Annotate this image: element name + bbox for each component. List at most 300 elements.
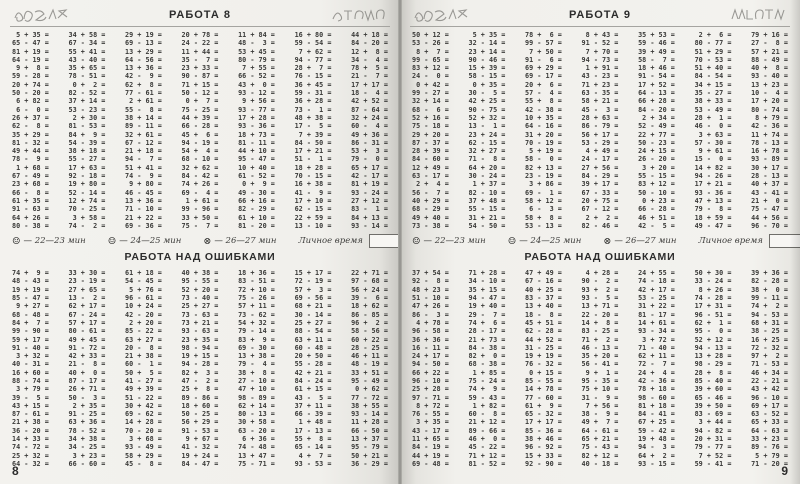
math-problem: 93 - 53 =: [294, 459, 332, 468]
math-problem: 68 + 31 =: [751, 318, 788, 327]
math-problem: 54 + 32 =: [238, 318, 275, 327]
math-problem: 46 + 51 =: [638, 213, 675, 222]
math-problem: 0 + 42 =: [412, 80, 449, 89]
math-problem: 90 - 2 =: [581, 277, 619, 286]
math-problem: 39 + 50 =: [694, 401, 732, 410]
math-problem: 33 + 50 =: [181, 213, 219, 222]
math-problem: 8 + 43 =: [581, 31, 619, 39]
math-problem: 51 - 10 =: [412, 294, 449, 303]
math-problem: 38 + 8 =: [238, 368, 275, 377]
math-problem: 80 - 79 =: [238, 55, 275, 64]
math-problem: 55 - 27 =: [68, 155, 106, 164]
math-problem: 94 - 7 =: [125, 155, 162, 164]
math-problem: 21 + 38 =: [12, 418, 49, 427]
math-problem: 9 + 61 =: [694, 147, 732, 156]
math-problem: 12 + 8 =: [351, 47, 388, 56]
math-problem: 45 - 8 =: [125, 459, 162, 468]
math-problem: 82 - 52 =: [68, 89, 106, 98]
math-problem: 52 + 12 =: [694, 335, 732, 344]
math-problem: 94 - 50 =: [412, 360, 449, 369]
math-problem: 75 - 71 =: [238, 459, 275, 468]
math-problem: 67 - 12 =: [125, 138, 162, 147]
math-problem: 99 - 27 =: [412, 89, 449, 98]
math-problem: 67 - 34 =: [68, 39, 106, 48]
math-problem: 35 + 20 =: [581, 352, 619, 361]
math-problem: 34 + 15 =: [694, 80, 732, 89]
math-problem: 79 + 16 =: [751, 31, 788, 39]
math-problem: 83 - 37 =: [525, 294, 562, 303]
math-problem: 95 - 55 =: [181, 277, 219, 286]
math-problem: 27 + 12 =: [351, 196, 388, 205]
math-problem: 56 + 24 =: [351, 285, 388, 294]
math-problem: 28 + 8 =: [694, 368, 732, 377]
math-problem: 42 - 20 =: [125, 310, 162, 319]
math-problem: 28 + 7 =: [294, 64, 332, 73]
math-problem: 7 + 50 =: [525, 47, 562, 56]
timer-label: — 22—23 мин: [423, 236, 486, 247]
math-problem: 27 + 65 =: [68, 285, 106, 294]
math-problem: 80 - 38 =: [12, 221, 49, 230]
math-problem: 97 - 71 =: [412, 393, 449, 402]
math-problem: 38 + 18 =: [68, 147, 106, 156]
math-problem: 8 + 72 =: [412, 401, 449, 410]
math-problem: 59 - 28 =: [12, 72, 49, 81]
math-problem: 76 - 55 =: [412, 410, 449, 419]
math-problem: 96 - 61 =: [125, 294, 162, 303]
math-problem: 23 + 33 =: [181, 64, 219, 73]
math-problem: 28 + 63 =: [581, 113, 619, 122]
math-problem: 81 + 19 =: [12, 47, 49, 56]
math-problem: 66 - 39 =: [294, 410, 332, 419]
math-problem: 32 + 14 =: [412, 97, 449, 106]
math-problem: 12 + 49 =: [412, 163, 449, 172]
timer-label: — 24—25 мин: [119, 236, 182, 247]
math-problem: 89 - 76 =: [751, 443, 788, 452]
math-problem: 74 - 9 =: [125, 172, 162, 181]
math-problem: 17 + 63 =: [68, 163, 106, 172]
math-problem: 96 - 10 =: [751, 393, 788, 402]
math-problem: 4 + 49 =: [581, 147, 619, 156]
math-problem: 87 - 37 =: [412, 138, 449, 147]
math-problem: 11 + 65 =: [412, 435, 449, 444]
math-problem: 30 + 42 =: [125, 401, 162, 410]
math-problem: 51 - 22 =: [125, 393, 162, 402]
math-problem: 49 + 40 =: [412, 213, 449, 222]
math-problem: 64 - 16 =: [525, 122, 562, 131]
math-problem: 82 - 10 =: [468, 188, 506, 197]
math-problem: 58 - 0 =: [525, 155, 562, 164]
math-problem: 85 - 47 =: [12, 294, 49, 303]
math-problem: 66 - 8 =: [12, 188, 49, 197]
problems-grid-top: [10, 27, 390, 230]
math-problem: 1 + 82 =: [468, 401, 506, 410]
math-problem: 9 + 56 =: [238, 97, 275, 106]
math-problem: 60 - 4 =: [351, 122, 388, 131]
math-problem: 93 - 63 =: [181, 327, 219, 336]
math-problem: 3 + 72 =: [638, 335, 675, 344]
math-problem: 91 - 54 =: [638, 72, 675, 81]
problem-column: [638, 269, 675, 468]
problem-column: [182, 31, 219, 230]
math-problem: 16 + 80 =: [294, 31, 332, 39]
math-problem: 26 + 37 =: [12, 113, 49, 122]
math-problem: 59 - 41 =: [694, 459, 732, 468]
smiley-happy-icon: ☺: [412, 235, 421, 247]
math-problem: 55 + 8 =: [294, 435, 332, 444]
math-problem: 74 - 18 =: [638, 277, 675, 286]
math-problem: 61 + 18 =: [125, 269, 162, 278]
math-problem: 95 - 35 =: [581, 376, 619, 385]
math-problem: 72 - 32 =: [751, 343, 788, 352]
math-problem: 57 - 30 =: [694, 138, 732, 147]
math-problem: 41 - 9 =: [294, 188, 332, 197]
math-problem: 21 + 22 =: [125, 213, 162, 222]
math-problem: 36 + 36 =: [412, 335, 449, 344]
math-problem: 84 - 60 =: [412, 155, 449, 164]
math-problem: 32 + 27 =: [468, 147, 506, 156]
math-problem: 78 + 18 =: [638, 385, 675, 394]
math-problem: 62 + 1 =: [694, 318, 732, 327]
math-problem: 94 - 47 =: [468, 294, 506, 303]
math-problem: 47 + 10 =: [238, 385, 275, 394]
math-problem: 97 - 68 =: [351, 277, 388, 286]
math-problem: 35 + 65 =: [68, 64, 106, 73]
math-problem: 94 - 3 =: [638, 443, 675, 452]
math-problem: 33 + 51 =: [351, 368, 388, 377]
math-problem: 14 + 78 =: [525, 385, 562, 394]
math-problem: 32 + 24 =: [351, 113, 388, 122]
math-problem: 3 + 32 =: [12, 352, 49, 361]
problem-column: [182, 269, 219, 468]
timer-item: [108, 236, 182, 247]
math-problem: 93 - 36 =: [238, 122, 275, 131]
math-problem: 39 + 49 =: [638, 47, 675, 56]
math-problem: 18 + 28 =: [294, 163, 332, 172]
math-problem: 30 + 58 =: [238, 418, 275, 427]
math-problem: 62 + 11 =: [638, 352, 675, 361]
math-problem: 53 - 13 =: [525, 221, 562, 230]
math-problem: 69 - 36 =: [125, 221, 162, 230]
math-problem: 48 - 43 =: [12, 277, 49, 286]
math-problem: 64 - 32 =: [12, 459, 49, 468]
math-problem: 23 + 24 =: [468, 130, 506, 139]
math-problem: 64 + 26 =: [12, 213, 49, 222]
math-problem: 59 - 46 =: [638, 39, 675, 48]
math-problem: 81 - 11 =: [238, 138, 275, 147]
math-problem: 30 - 24 =: [468, 172, 506, 181]
math-problem: 60 - 1 =: [125, 360, 162, 369]
math-problem: 55 - 8 =: [125, 105, 162, 114]
page-edge-shadow: [790, 0, 800, 484]
math-problem: 74 + 9 =: [468, 385, 506, 394]
problem-column: [525, 31, 562, 230]
math-problem: 74 - 48 =: [238, 443, 275, 452]
math-problem: 31 + 21 =: [468, 213, 506, 222]
math-problem: 53 - 29 =: [581, 138, 619, 147]
math-problem: 66 - 52 =: [238, 72, 275, 81]
math-problem: 64 - 13 =: [638, 89, 675, 98]
math-problem: 38 + 46 =: [525, 435, 562, 444]
math-problem: 54 - 39 =: [68, 138, 106, 147]
math-problem: 17 + 20 =: [751, 97, 788, 106]
problem-column: [351, 31, 388, 230]
math-problem: 7 + 52 =: [694, 451, 732, 460]
math-problem: 61 + 35 =: [12, 196, 49, 205]
math-problem: 13 + 47 =: [238, 451, 275, 460]
math-problem: 60 - 8 =: [468, 410, 506, 419]
math-problem: 22 - 21 =: [751, 376, 788, 385]
math-problem: 3 + 23 =: [68, 451, 106, 460]
math-problem: 55 + 41 =: [68, 47, 106, 56]
math-problem: 18 + 59 =: [694, 213, 732, 222]
math-problem: 63 - 17 =: [412, 172, 449, 181]
math-problem: 40 + 37 =: [751, 180, 788, 189]
math-problem: 7 + 55 =: [238, 64, 275, 73]
smiley-happy-icon: ☺: [12, 235, 21, 247]
math-problem: 43 - 40 =: [68, 55, 106, 64]
math-problem: 46 - 13 =: [581, 343, 619, 352]
math-problem: 88 - 54 =: [294, 327, 332, 336]
math-problem: 20 + 78 =: [181, 31, 219, 39]
math-problem: 17 + 28 =: [238, 113, 275, 122]
math-problem: 93 - 77 =: [238, 105, 275, 114]
math-problem: 12 + 74 =: [68, 196, 106, 205]
math-problem: 9 + 1 =: [581, 368, 619, 377]
math-problem: 78 - 9 =: [12, 155, 49, 164]
math-problem: 44 + 56 =: [751, 213, 788, 222]
math-problem: 25 + 27 =: [294, 318, 332, 327]
math-problem: 7 + 56 =: [581, 401, 619, 410]
math-problem: 65 + 21 =: [581, 435, 619, 444]
math-problem: 48 - 3 =: [238, 39, 275, 48]
math-problem: 65 - 32 =: [525, 410, 562, 419]
math-problem: 66 + 16 =: [238, 196, 275, 205]
math-problem: 24 - 22 =: [181, 39, 219, 48]
math-problem: 84 - 20 =: [638, 105, 675, 114]
math-problem: 11 + 84 =: [238, 31, 275, 39]
math-problem: 46 + 11 =: [351, 352, 388, 361]
math-problem: 1 + 48 =: [294, 418, 332, 427]
page-number: 8: [12, 464, 19, 478]
math-problem: 55 - 28 =: [294, 360, 332, 369]
math-problem: 73 - 1 =: [294, 105, 332, 114]
math-problem: 56 + 29 =: [181, 418, 219, 427]
math-problem: 49 + 44 =: [12, 147, 49, 156]
math-problem: 69 - 1 =: [525, 188, 562, 197]
math-problem: 1 + 91 =: [581, 64, 619, 73]
math-problem: 55 - 15 =: [468, 205, 506, 214]
math-problem: 81 - 17 =: [638, 310, 675, 319]
math-problem: 2 + 35 =: [68, 401, 106, 410]
math-problem: 57 + 11 =: [238, 302, 275, 311]
math-problem: 79 - 14 =: [238, 327, 275, 336]
math-problem: 92 - 18 =: [68, 172, 106, 181]
math-problem: 72 - 19 =: [294, 277, 332, 286]
math-problem: 84 - 24 =: [294, 376, 332, 385]
page-right-rabota-9: [400, 0, 800, 484]
math-problem: 38 + 33 =: [694, 97, 732, 106]
math-problem: 24 + 15 =: [638, 147, 675, 156]
math-problem: 65 - 14 =: [294, 443, 332, 452]
math-problem: 24 + 17 =: [412, 352, 449, 361]
math-problem: 86 - 79 =: [581, 122, 619, 131]
math-problem: 11 + 44 =: [181, 47, 219, 56]
math-problem: 3 + 63 =: [694, 130, 732, 139]
math-problem: 22 + 59 =: [294, 213, 332, 222]
math-problem: 26 - 20 =: [638, 155, 675, 164]
problem-column: [69, 269, 106, 468]
math-problem: 9 + 8 =: [12, 64, 49, 73]
math-problem: 96 - 58 =: [412, 327, 449, 336]
math-problem: 54 - 50 =: [468, 221, 506, 230]
math-problem: 0 + 23 =: [638, 196, 675, 205]
math-problem: 52 + 32 =: [468, 113, 506, 122]
math-problem: 83 + 9 =: [238, 335, 275, 344]
math-problem: 5 + 35 =: [12, 31, 49, 39]
math-problem: 71 + 15 =: [181, 80, 219, 89]
math-problem: 96 - 51 =: [694, 310, 732, 319]
math-problem: 51 - 1 =: [294, 155, 332, 164]
math-problem: 66 - 50 =: [351, 426, 388, 435]
math-problem: 9 + 80 =: [125, 180, 162, 189]
math-problem: 48 + 38 =: [294, 113, 332, 122]
math-problem: 17 + 31 =: [694, 302, 732, 311]
math-problem: 83 - 69 =: [694, 410, 732, 419]
math-problem: 49 - 30 =: [238, 188, 275, 197]
math-problem: 69 - 17 =: [525, 72, 562, 81]
page-header: [410, 4, 790, 27]
math-problem: 35 - 27 =: [694, 89, 732, 98]
math-problem: 40 + 29 =: [412, 196, 449, 205]
math-problem: 18 - 8 =: [525, 310, 562, 319]
math-problem: 32 - 14 =: [468, 39, 506, 48]
math-problem: 84 - 29 =: [581, 172, 619, 181]
math-problem: 73 - 63 =: [181, 310, 219, 319]
math-problem: 65 - 47 =: [12, 39, 49, 48]
math-problem: 91 - 53 =: [181, 426, 219, 435]
math-problem: 17 + 21 =: [694, 180, 732, 189]
math-problem: 33 + 30 =: [68, 269, 106, 278]
math-problem: 13 + 38 =: [238, 352, 275, 361]
math-problem: 61 + 9 =: [525, 401, 562, 410]
math-problem: 40 - 31 =: [12, 360, 49, 369]
math-problem: 67 - 49 =: [12, 172, 49, 181]
problem-column: [695, 31, 732, 230]
math-problem: 19 + 19 =: [12, 285, 49, 294]
math-problem: 17 + 17 =: [351, 80, 388, 89]
math-problem: 43 - 23 =: [581, 72, 619, 81]
math-problem: 31 - 9 =: [581, 393, 619, 402]
math-problem: 77 - 60 =: [525, 393, 562, 402]
math-problem: 47 - 2 =: [181, 376, 219, 385]
math-problem: 5 + 19 =: [525, 147, 562, 156]
math-problem: 19 + 80 =: [68, 180, 106, 189]
math-problem: 81 + 19 =: [351, 180, 388, 189]
math-problem: 42 - 9 =: [125, 72, 162, 81]
math-problem: 45 - 3 =: [581, 105, 619, 114]
math-problem: 15 + 39 =: [468, 64, 506, 73]
problem-column: [238, 269, 275, 468]
math-problem: 74 - 28 =: [694, 294, 732, 303]
math-problem: 50 + 21 =: [351, 451, 388, 460]
math-problem: 34 + 58 =: [68, 31, 106, 39]
math-problem: 64 - 56 =: [125, 55, 162, 64]
math-problem: 14 + 82 =: [694, 163, 732, 172]
math-problem: 63 + 11 =: [294, 335, 332, 344]
problem-column: [295, 269, 332, 468]
math-problem: 19 + 40 =: [468, 302, 506, 311]
problem-column: [751, 31, 788, 230]
math-problem: 18 + 46 =: [638, 64, 675, 73]
math-problem: 8 + 7 =: [412, 47, 449, 56]
math-problem: 28 - 17 =: [468, 327, 506, 336]
math-problem: 9 + 27 =: [12, 302, 49, 311]
math-problem: 80 - 13 =: [238, 410, 275, 419]
math-problem: 0 + 9 =: [238, 180, 275, 189]
math-problem: 75 - 18 =: [412, 122, 449, 131]
math-problem: 39 + 36 =: [751, 269, 788, 278]
math-problem: 33 + 23 =: [751, 435, 788, 444]
math-problem: 80 - 74 =: [751, 105, 788, 114]
math-problem: 10 - 4 =: [751, 89, 788, 98]
math-problem: 73 - 62 =: [238, 310, 275, 319]
math-problem: 28 + 39 =: [412, 147, 449, 156]
math-problem: 4 + 7 =: [294, 451, 332, 460]
math-problem: 89 - 11 =: [125, 122, 162, 131]
math-problem: 69 - 30 =: [238, 343, 275, 352]
math-problem: 3 + 35 =: [412, 418, 449, 427]
math-problem: 74 - 72 =: [12, 443, 49, 452]
math-problem: 66 - 28 =: [181, 122, 219, 131]
math-problem: 51 + 41 =: [125, 163, 162, 172]
math-problem: 26 + 71 =: [68, 385, 106, 394]
math-problem: 32 + 62 =: [181, 163, 219, 172]
math-problem: 94 - 19 =: [181, 138, 219, 147]
math-problem: 84 - 50 =: [294, 138, 332, 147]
math-problem: 85 - 22 =: [125, 327, 162, 336]
math-problem: 50 - 25 =: [181, 410, 219, 419]
math-problem: 71 - 10 =: [125, 205, 162, 214]
math-problem: 21 + 18 =: [125, 147, 162, 156]
math-problem: 89 - 66 =: [468, 426, 506, 435]
math-problem: 21 - 7 =: [351, 72, 388, 81]
section-title-errors: РАБОТА НАД ОШИБКАМИ: [524, 251, 676, 264]
math-problem: 4 + 78 =: [412, 318, 449, 327]
math-problem: 22 + 77 =: [638, 130, 675, 139]
math-problem: 53 - 23 =: [68, 105, 106, 114]
math-problem: 13 + 71 =: [581, 302, 619, 311]
problem-column: [469, 269, 506, 468]
math-problem: 14 + 33 =: [12, 435, 49, 444]
math-problem: 38 + 14 =: [125, 113, 162, 122]
math-problem: 74 + 26 =: [181, 180, 219, 189]
math-problem: 62 - 15 =: [468, 138, 506, 147]
math-problem: 40 + 8 =: [751, 64, 788, 73]
math-problem: 83 + 12 =: [638, 180, 675, 189]
book-gutter: [398, 0, 402, 484]
math-problem: 69 - 56 =: [294, 294, 332, 303]
math-problem: 82 + 12 =: [581, 451, 619, 460]
math-problem: 36 + 28 =: [294, 97, 332, 106]
math-problem: 94 - 13 =: [694, 343, 732, 352]
math-problem: 13 + 36 =: [125, 196, 162, 205]
math-problem: 84 - 41 =: [638, 410, 675, 419]
math-problem: 43 - 5 =: [294, 393, 332, 402]
math-problem: 29 + 19 =: [125, 31, 162, 39]
math-problem: 49 - 47 =: [694, 221, 732, 230]
math-problem: 48 - 19 =: [351, 360, 388, 369]
math-problem: 53 - 25 =: [638, 294, 675, 303]
